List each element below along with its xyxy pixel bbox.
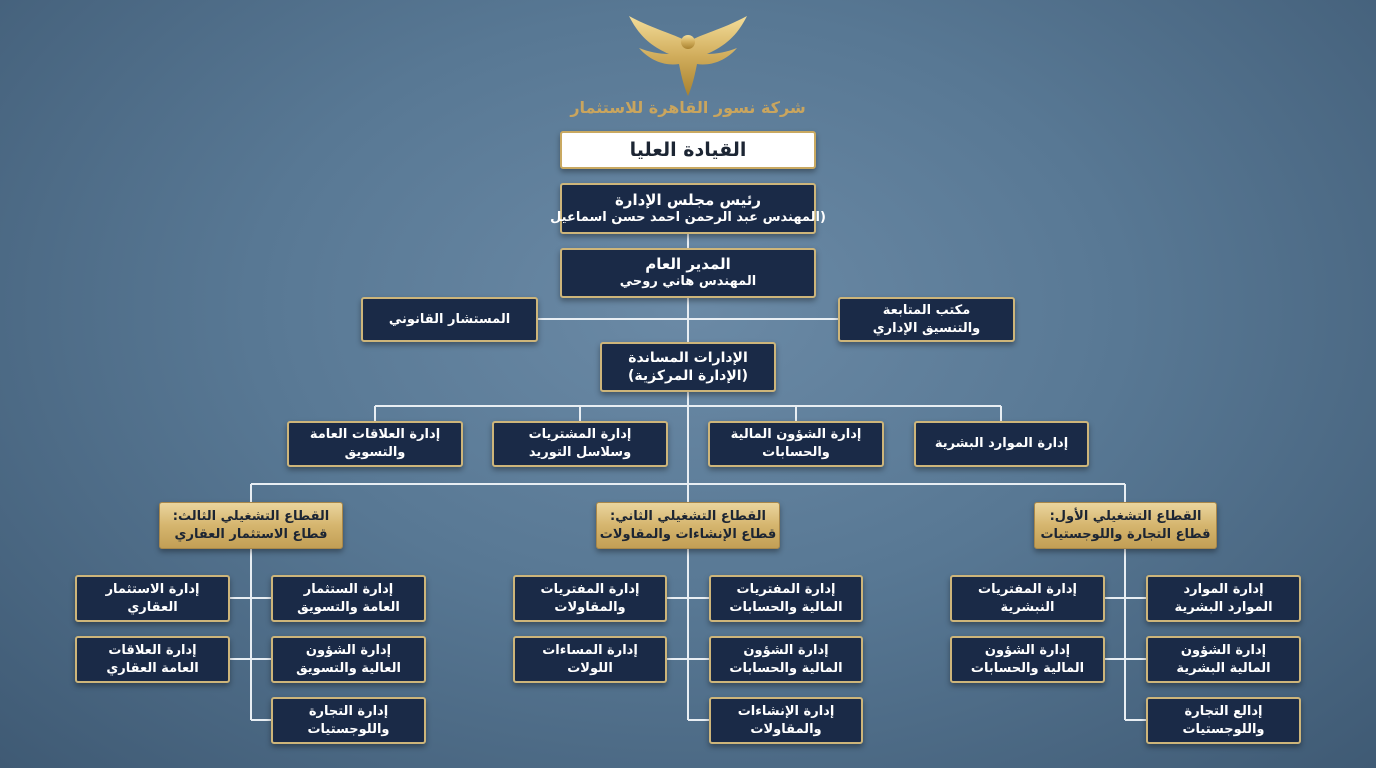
dept-line1: إدارة الموارد bbox=[1183, 581, 1264, 597]
support-dept-pr-line1: إدارة العلاقات العامة bbox=[309, 427, 441, 442]
sector-1-dept bbox=[950, 636, 1105, 683]
dept-line1: إدارة الشؤون bbox=[743, 642, 829, 658]
sector-2-subtitle: قطاع الإنشاءات والمقاولات bbox=[599, 526, 777, 542]
eagle-icon bbox=[625, 12, 751, 98]
dept-line1: إدارة الشؤون bbox=[1180, 642, 1267, 658]
dept-line1: إدارة العلاقات bbox=[108, 642, 197, 658]
dept-line1: إدارة الستثمار bbox=[303, 581, 394, 597]
sector-1-subtitle: قطاع التجارة واللوجستيات bbox=[1040, 526, 1211, 542]
top-leadership-label: القيادة العليا bbox=[629, 139, 747, 161]
dept-line2: المالية والحسابات bbox=[729, 599, 843, 615]
dept-line2: المالية والحسابات bbox=[729, 660, 843, 676]
top-leadership-box bbox=[560, 131, 816, 169]
sector-3-title: القطاع التشغيلي الثالث: bbox=[172, 508, 330, 524]
legal-advisor-label: المستشار القانوني bbox=[388, 311, 511, 327]
support-line1: الإدارات المساندة bbox=[628, 350, 748, 366]
support-departments-box bbox=[600, 342, 776, 392]
sector-3-header bbox=[159, 502, 343, 549]
sector-1-header bbox=[1034, 502, 1217, 549]
support-dept-procurement-line2: وسلاسل التوريد bbox=[528, 445, 632, 460]
chairman-box bbox=[550, 183, 826, 234]
dept-line1: إدارة التجارة bbox=[308, 703, 389, 719]
dept-line1: إدارة المفتريات bbox=[540, 581, 640, 597]
sector-2-dept bbox=[709, 636, 863, 683]
sector-2-header bbox=[596, 502, 780, 549]
support-dept-procurement bbox=[492, 421, 668, 467]
dept-line2: اللولات bbox=[567, 660, 613, 676]
dept-line2: العامة العقاري bbox=[106, 660, 199, 676]
dept-line1: إدارة الاستثمار bbox=[105, 581, 200, 597]
followup-office-line2: والتنسيق الإداري bbox=[872, 320, 981, 336]
sector-1-dept bbox=[1146, 697, 1301, 744]
dept-line2: الموارد البشرية bbox=[1174, 599, 1273, 615]
support-dept-procurement-line1: إدارة المشتريات bbox=[528, 427, 632, 442]
chairman-title: رئيس مجلس الإدارة bbox=[614, 190, 762, 209]
company-name: شركة نسور القاهرة للاستثمار bbox=[570, 98, 806, 117]
sector-1-dept bbox=[1146, 575, 1301, 622]
dept-line2: المالية البشرية bbox=[1176, 660, 1271, 676]
dept-line1: إدارة الشؤون bbox=[305, 642, 392, 658]
sector-1-title: القطاع التشغيلي الأول: bbox=[1049, 508, 1202, 524]
sector-2-title: القطاع التشغيلي الثاني: bbox=[610, 508, 766, 524]
dept-line2: النبشرية bbox=[1000, 599, 1055, 615]
followup-office-box bbox=[838, 297, 1015, 342]
dept-line2: واللوجستيات bbox=[307, 721, 390, 737]
legal-advisor-box bbox=[361, 297, 538, 342]
sector-3-dept bbox=[271, 575, 426, 622]
sector-2-dept bbox=[709, 575, 863, 622]
sector-2-dept bbox=[513, 575, 667, 622]
dept-line2: والمقاولات bbox=[750, 721, 822, 737]
sector-1-dept bbox=[950, 575, 1105, 622]
dept-line2: المالية والحسابات bbox=[970, 660, 1085, 676]
sector-3-dept bbox=[75, 636, 230, 683]
support-dept-finance-line1: إدارة الشؤون المالية bbox=[730, 427, 862, 442]
gm-title: المدير العام bbox=[645, 255, 731, 273]
dept-line1: إدالع التجارة bbox=[1184, 703, 1263, 719]
dept-line2: والمقاولات bbox=[554, 599, 626, 615]
sector-2-dept bbox=[709, 697, 863, 744]
dept-line1: إدارة المفتريات bbox=[736, 581, 836, 597]
dept-line1: إدارة المفتريات bbox=[978, 581, 1077, 597]
dept-line1: إدارة الإنشاءات bbox=[737, 703, 835, 719]
general-manager-box bbox=[560, 248, 816, 298]
sector-3-dept bbox=[271, 636, 426, 683]
dept-line2: العامة والتسويق bbox=[297, 599, 400, 615]
sector-3-subtitle: قطاع الاستثمار العقاري bbox=[174, 526, 328, 542]
support-dept-hr-label: إدارة الموارد البشرية bbox=[934, 436, 1069, 451]
followup-office-line1: مكتب المتابعة bbox=[882, 302, 971, 318]
support-dept-finance bbox=[708, 421, 884, 467]
dept-line2: العقاري bbox=[127, 599, 178, 615]
dept-line2: واللوجستيات bbox=[1182, 721, 1265, 737]
support-dept-pr-line2: والتسويق bbox=[344, 445, 406, 460]
dept-line2: العالية والتسويق bbox=[296, 660, 401, 676]
chairman-name: (المهندس عبد الرحمن احمد حسن اسماعيل bbox=[550, 209, 826, 225]
sector-3-dept bbox=[75, 575, 230, 622]
sector-2-dept bbox=[513, 636, 667, 683]
dept-line1: إدارة المساءات bbox=[542, 642, 638, 658]
support-line2: (الإدارة المركزية) bbox=[628, 368, 748, 384]
support-dept-pr bbox=[287, 421, 463, 467]
gm-name: المهندس هاني روحي bbox=[619, 274, 757, 289]
support-dept-hr bbox=[914, 421, 1089, 467]
sector-3-dept bbox=[271, 697, 426, 744]
support-dept-finance-line2: والحسابات bbox=[762, 445, 830, 460]
sector-1-dept bbox=[1146, 636, 1301, 683]
dept-line1: إدارة الشؤون bbox=[984, 642, 1071, 658]
